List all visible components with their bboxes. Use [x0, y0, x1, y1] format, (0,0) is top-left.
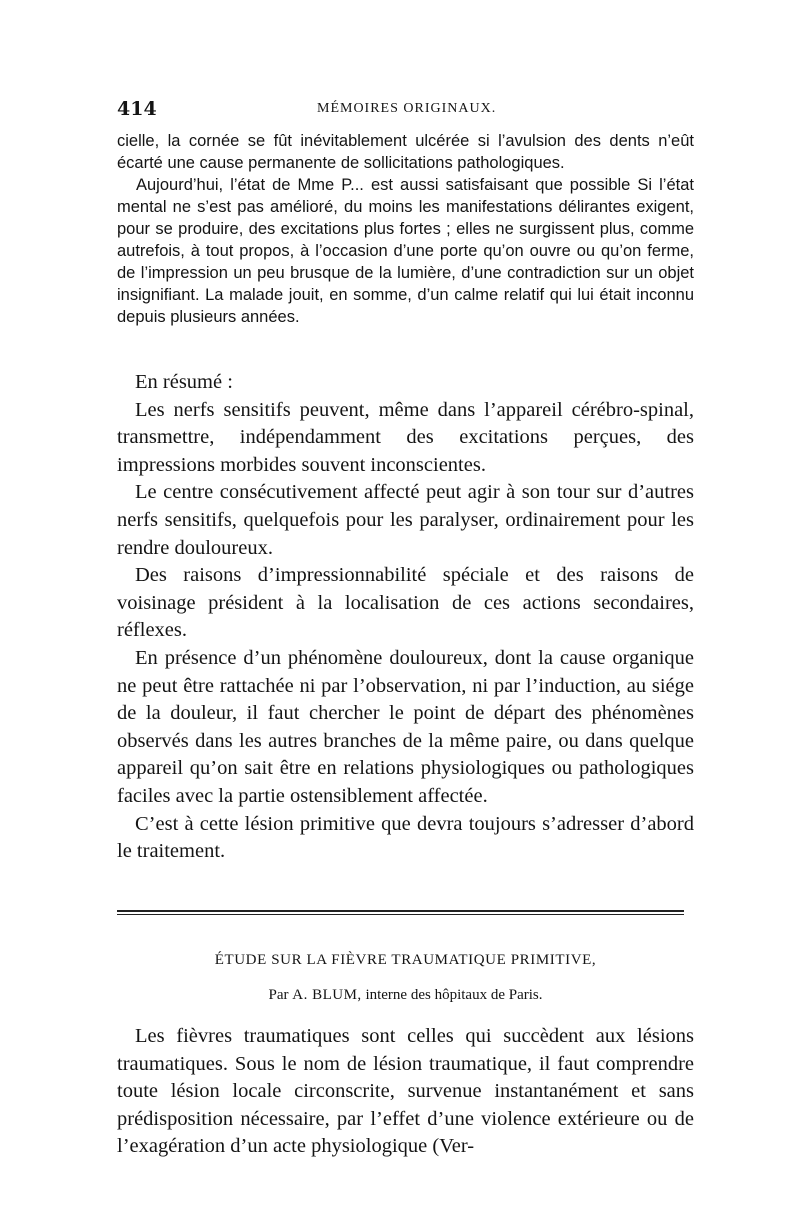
- previous-article-tail: [117, 130, 694, 328]
- page-number: 414: [117, 98, 157, 120]
- byline-suffix: interne des hôpitaux de Paris.: [365, 987, 543, 1003]
- page-header: [117, 98, 694, 122]
- summary-heading: En résumé :: [135, 371, 233, 393]
- section-divider: [117, 910, 684, 915]
- paragraph: Le centre consécutivement affecté peut agir à son tour sur d’autres nerfs sensitifs, quelquefois pour les paralyser, ordinairement pour les rendre douloureux.: [117, 481, 694, 559]
- summary-section: [117, 369, 694, 866]
- author-name: A. BLUM,: [292, 987, 362, 1003]
- paragraph: Des raisons d’impressionnabilité spéciale et des raisons de voisinage président à la localisation de ces actions secondaires, réflexes.: [117, 564, 694, 642]
- article-title: ÉTUDE SUR LA FIÈVRE TRAUMATIQUE PRIMITIVE,: [214, 952, 597, 968]
- paragraph: C’est à cette lésion primitive que devra toujours s’adresser d’abord le traitement.: [117, 812, 694, 863]
- paragraph: cielle, la cornée se fût inévitablement ulcérée si l’avulsion des dents n’eût écarté une cause permanente de sollicitations pathologiques.: [117, 132, 694, 172]
- running-title: MÉMOIRES ORIGINAUX.: [317, 101, 497, 116]
- article-body: [117, 1023, 694, 1161]
- paragraph: Aujourd’hui, l’état de Mme P... est aussi satisfaisant que possible Si l’état mental ne s’est pas amélioré, du moins les manifestations délirantes exigent, pour se produire, des excitations plus fortes ; elles ne surgissent plus, comme autrefois, à tout propos, à l’occasion d’une porte qu’on ouvre ou qu’on ferme, de l’impression un peu brusque de la lumière, d’une contradiction sur un objet insignifiant. La malade jouit, en somme, d’un calme relatif qui lui était inconnu depuis plusieurs années.: [117, 176, 694, 326]
- paragraph: Les nerfs sensitifs peuvent, même dans l’appareil cérébro-spinal, transmettre, indépendamment des excitations perçues, des impressions morbides souvent inconscientes.: [117, 398, 694, 476]
- byline: [117, 987, 694, 1004]
- paragraph: En présence d’un phénomène douloureux, dont la cause organique ne peut être rattachée ni par l’observation, ni par l’induction, au siége de la douleur, il faut chercher le point de départ des phénomènes observés dans les autres branches de la même paire, ou dans quelque appareil qu’on sait être en relations physiologiques ou pathologiques faciles avec la partie ostensiblement affectée.: [117, 646, 694, 807]
- paragraph: Les fièvres traumatiques sont celles qui succèdent aux lésions traumatiques. Sous le nom de lésion traumatique, il faut comprendre toute lésion locale circonscrite, survenue instantanément et sans prédisposition nécessaire, par l’effet d’une violence extérieure ou de l’exagération d’un acte physiologique (Ver-: [117, 1025, 694, 1158]
- byline-prefix: Par: [268, 987, 289, 1003]
